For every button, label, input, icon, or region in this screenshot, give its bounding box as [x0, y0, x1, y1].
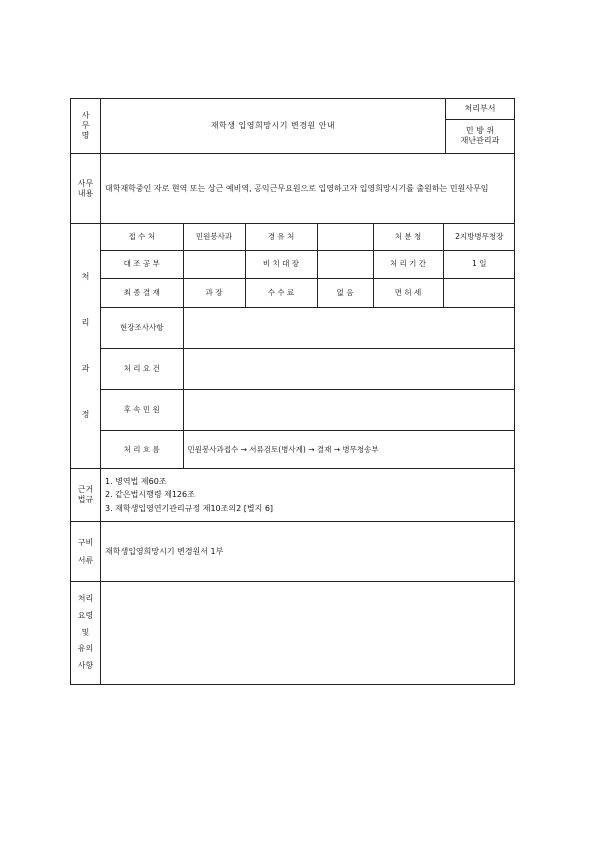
- notes-content: [101, 582, 515, 685]
- process-label: 처 리 과 정: [71, 224, 101, 469]
- notes-row: [71, 582, 515, 685]
- process-row: [71, 224, 515, 469]
- documents-content: 재학생입영희망시기 변경원서 1부: [101, 522, 515, 582]
- civil-affair-guide-form: [70, 98, 515, 685]
- disposal-office-value: 2지방병무청장: [443, 224, 515, 250]
- survey-value: [183, 307, 515, 348]
- related-affair-value: [183, 389, 515, 430]
- notes-label: 처리 요령 및 유의 사항: [71, 582, 101, 685]
- fee-value: 없 음: [317, 278, 373, 307]
- header-label: 사 무 명: [71, 99, 101, 154]
- requirement-row: [101, 348, 515, 389]
- processing-dept-cell: [446, 99, 515, 154]
- via-place-label: 경 유 처: [245, 224, 317, 250]
- disposal-office-label: 처 분 청: [373, 224, 443, 250]
- affair-label: 사무 내용: [71, 154, 101, 224]
- requirement-label: 처 리 요 건: [101, 348, 183, 389]
- related-affair-row: [101, 389, 515, 430]
- requirement-value: [183, 348, 515, 389]
- related-affair-label: 후 속 민 원: [101, 389, 183, 430]
- processing-period-value: 1 일: [443, 250, 515, 278]
- law-label: 근거 법규: [71, 469, 101, 522]
- dept-label: 처리부서: [446, 99, 514, 119]
- dept-value: 민 방 위 재난관리과: [460, 126, 500, 146]
- header-row: [71, 99, 515, 154]
- license-tax-label: 면 허 세: [373, 278, 443, 307]
- flow-label: 처 리 흐 름: [101, 430, 183, 468]
- survey-row: [101, 307, 515, 348]
- flow-value: 민원봉사과접수 → 서류검토(병사계) → 결재 → 병무청송부: [183, 430, 515, 468]
- compare-register-label: 대 조 공 부: [101, 250, 183, 278]
- final-approval-label: 최 종 결 재: [101, 278, 183, 307]
- process-detail: [101, 224, 515, 469]
- page-title: 재학생 입영희망시기 변경원 안내: [101, 99, 446, 154]
- receive-place-label: 접 수 처: [101, 224, 183, 250]
- via-place-value: [317, 224, 373, 250]
- documents-label: 구비 서류: [71, 522, 101, 582]
- affair-row: [71, 154, 515, 224]
- law-content: [101, 469, 515, 522]
- process-info-row: [101, 250, 515, 278]
- keep-ledger-label: 비 치 대 장: [245, 250, 317, 278]
- compare-register-value: [183, 250, 245, 278]
- law-item: 3. 재학생입영연기관리규정 제10조의2 [별지 6]: [105, 503, 274, 513]
- process-info-row: [101, 224, 515, 250]
- law-item: 1. 병역법 제60조: [105, 476, 167, 486]
- affair-content: 대학재학중인 자로 현역 또는 상근 예비역, 공익근무요원으로 입영하고자 입영희망시기를 출원하는 민원사무임: [101, 154, 515, 224]
- processing-period-label: 처 리 기 간: [373, 250, 443, 278]
- law-row: [71, 469, 515, 522]
- final-approval-value: 과 장: [183, 278, 245, 307]
- license-tax-value: [443, 278, 515, 307]
- receive-place-value: 민원봉사과: [183, 224, 245, 250]
- documents-row: [71, 522, 515, 582]
- process-info-row: [101, 278, 515, 307]
- process-table: [101, 224, 515, 468]
- flow-row: [101, 430, 515, 468]
- fee-label: 수 수 료: [245, 278, 317, 307]
- law-item: 2. 같은법시행령 제126조: [105, 490, 195, 500]
- survey-label: 현장조사사항: [101, 307, 183, 348]
- keep-ledger-value: [317, 250, 373, 278]
